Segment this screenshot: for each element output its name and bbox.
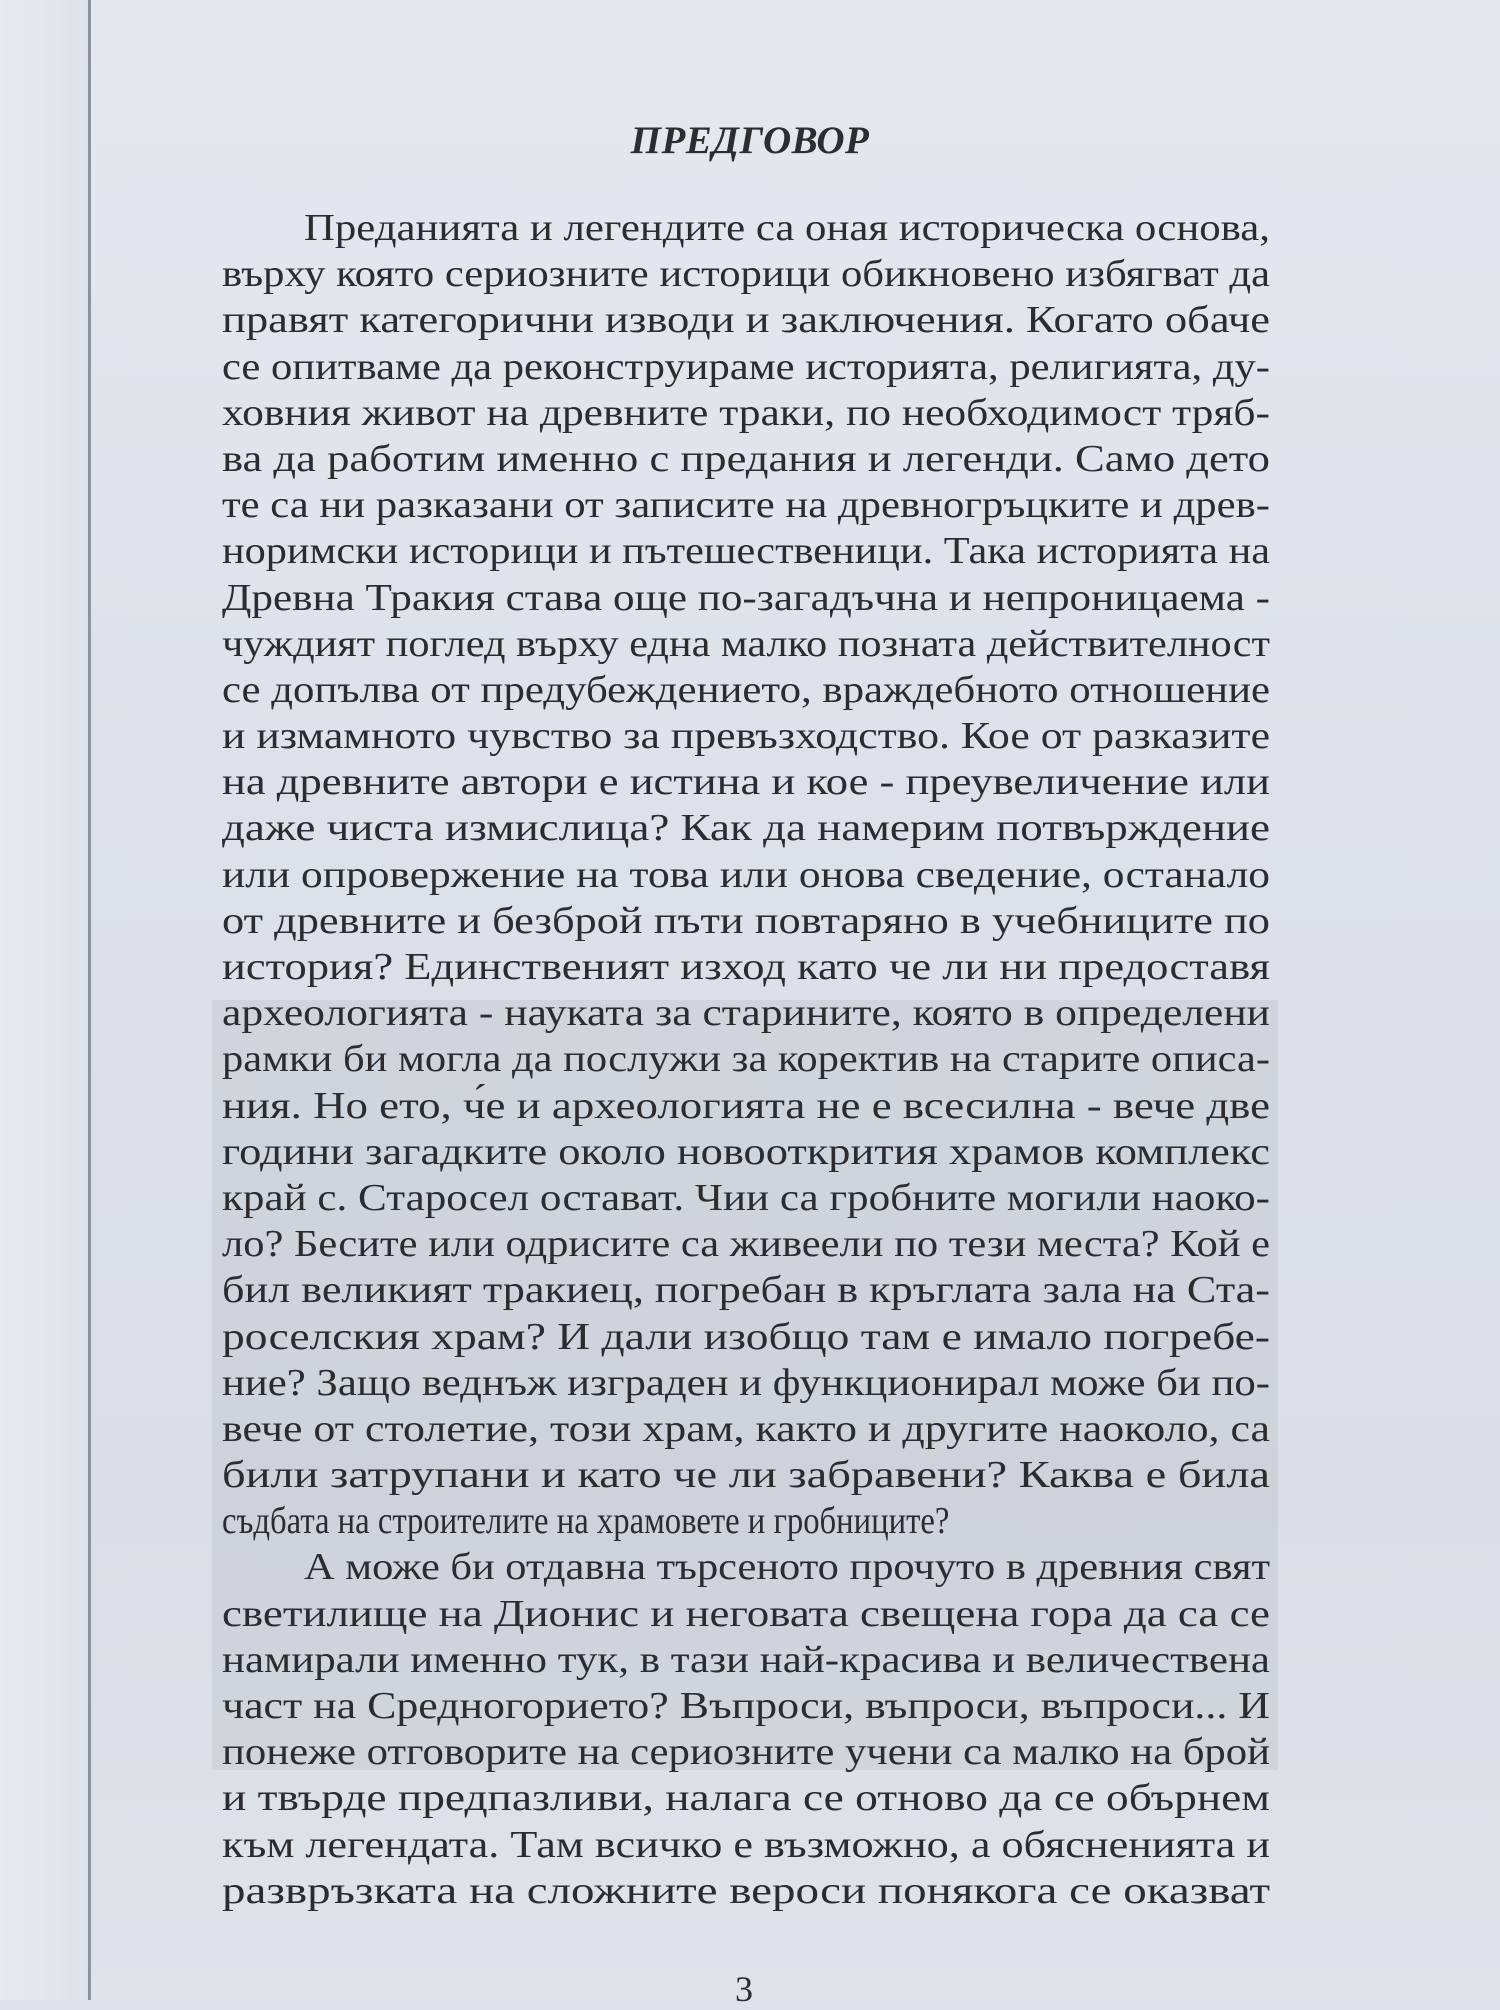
text-line: история? Единственият изход като че ли ни предоставя	[222, 946, 1270, 988]
text-line: развръзката на сложните вероси понякога се оказват	[222, 1869, 1270, 1912]
text-line: даже чиста измислица? Как да намерим потвърждение	[222, 807, 1270, 850]
text-line: ховния живот на древните траки, по необходимост тряб-	[222, 391, 1270, 434]
text-line: А може би отдавна търсеното прочуто в древния свят	[304, 1546, 1270, 1589]
text-line: бил великият тракиец, погребан в кръглата зала на Ста-	[222, 1269, 1270, 1312]
text-line: на древните автори е истина и кое - преувеличение или	[222, 761, 1270, 804]
text-line: Древна Тракия става още по-загадъчна и непроницаема -	[222, 576, 1270, 619]
text-line: понеже отговорите на сериозните учени са малко на брой	[222, 1731, 1270, 1774]
text-line: от древните и безброй пъти повтаряно в учебниците по	[222, 899, 1270, 942]
text-line: към легендата. Там всичко е възможно, а обясненията и	[222, 1823, 1270, 1866]
text-line: чуждият поглед върху една малко позната действителност	[222, 622, 1270, 665]
text-line: те са ни разказани от записите на древногръцките и древ-	[222, 484, 1270, 527]
text-line: години загадките около новооткрития храмов комплекс	[222, 1130, 1270, 1173]
text-line: норимски историци и пътешественици. Така историята на	[222, 530, 1270, 573]
text-line: били затрупани и като че ли забравени? Каква е била	[222, 1454, 1270, 1497]
text-line: ние? Защо веднъж изграден и функционирал може би по-	[222, 1361, 1270, 1404]
text-line: правят категорични изводи и заключения. Когато обаче	[222, 299, 1270, 342]
body-text	[222, 205, 1270, 1914]
text-line: вече от столетие, този храм, както и другите наоколо, са	[222, 1407, 1270, 1450]
page-title: ПРЕДГОВОР	[630, 119, 870, 162]
facing-page-edge	[0, 0, 90, 2000]
text-line: се допълва от предубеждението, враждебното отношение	[222, 668, 1270, 711]
text-line: върху която сериозните историци обикновено избягват да	[222, 253, 1270, 296]
text-line: археологията - науката за старините, която в определени	[222, 992, 1270, 1035]
text-line: светилище на Дионис и неговата свещена гора да са се	[222, 1592, 1270, 1635]
text-line: и измамното чувство за превъзходство. Кое от разказите	[222, 715, 1270, 758]
text-line: край с. Старосел остават. Чии са гробните могили наоко-	[222, 1176, 1270, 1219]
text-line: рамки би могла да послужи за коректив на старите описа-	[222, 1038, 1270, 1081]
text-line: се опитваме да реконструираме историята, религията, ду-	[222, 345, 1270, 388]
text-line: ва да работим именно с предания и легенди. Само дето	[222, 437, 1270, 480]
text-line: роселския храм? И дали изобщо там е имало погребе-	[222, 1315, 1270, 1358]
text-line: част на Средногорието? Въпроси, въпроси, въпроси... И	[222, 1685, 1270, 1727]
text-line: намирали именно тук, в тази най-красива и величествена	[222, 1638, 1270, 1681]
text-line: ло? Бесите или одрисите са живеели по тези места? Кой е	[222, 1223, 1270, 1266]
text-line: ния. Но ето, ч́е и археологията не е всесилна - вече две	[222, 1084, 1270, 1127]
page-number: 3	[735, 1969, 753, 2009]
text-line: съдбата на строителите на храмовете и гробниците?	[222, 1500, 950, 1543]
text-line: Преданията и легендите са оная историческа основа,	[304, 207, 1270, 249]
text-line: или опровержение на това или онова сведение, останало	[222, 853, 1270, 896]
text-line: и твърде предпазливи, налага се отново да се обърнем	[222, 1777, 1270, 1820]
